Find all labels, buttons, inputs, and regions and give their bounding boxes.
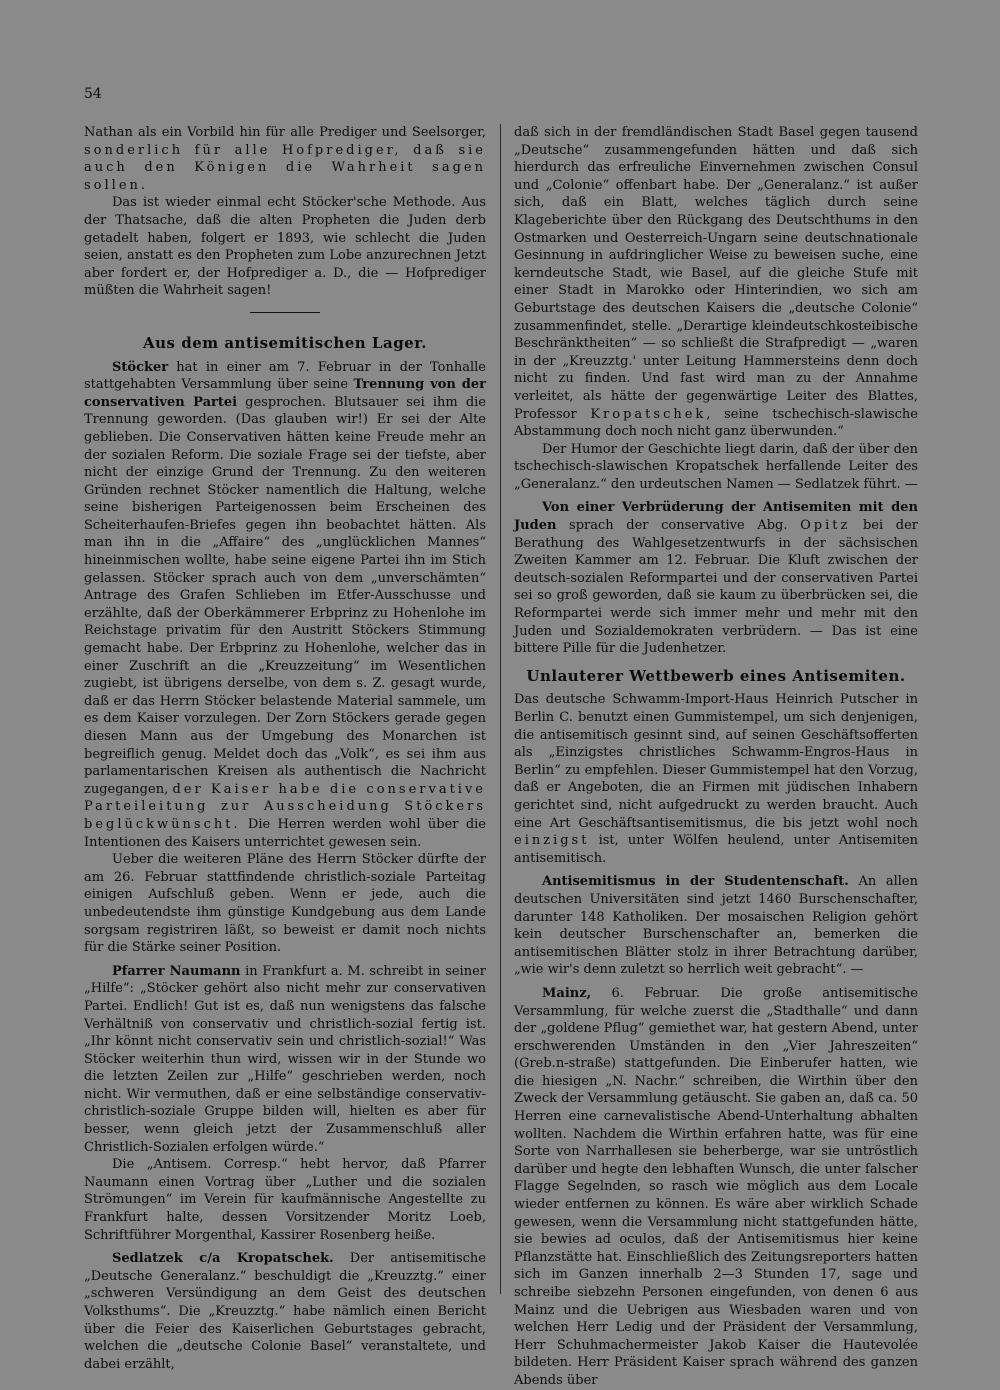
text-run: daß sich in der fremdländischen Stadt Basel gegen tausend „Deutsche“ zusammengefunden hätten und daß sich hierdurch das erfreuliche Einvernehmen zwischen Consul und „Colonie“ offenbart habe. Der „Generalanz.“ ist außer sich, daß ein Blatt, welches täglich durch seine Klageberichte über den Rückgang des Deutschthums in den Ostmarken und Oesterreich-Ungarn seine deutschnationale Gesinnung in aufdringlicher Weise zu beweisen suche, eine kerndeutsche Stadt, wie Basel, auf die gleiche Stufe mit einer Stadt in Marokko oder Hinterindien, wo sich am Geburtstage des deutschen Kaisers die „deutsche Colonie“ zusammenfindet, stelle. „Derartige kleindeutschkosteibische Beschränktheiten“ — so schließt die Strafpredigt — „waren in der „Kreuzztg.' unter Leitung Hammersteins denn doch nicht zu finden. Und fast wird man zu der Annahme verleitet, als hätte der gegenwärtige Leiter des Blattes, Professor (514, 125, 918, 422)
article-stoecker (84, 359, 486, 852)
right-column (514, 124, 918, 1390)
text-run: in Frankfurt a. M. schreibt in seiner „Hilfe“: „Stöcker gehört also nicht mehr zur conservativen Partei. Endlich! Gut ist es, daß nun wenigstens das falsche Verhältniß von conservativ und christlich-sozial fertig ist. „Ihr könnt nicht conservativ sein und christlich-sozial!“ Was Stöcker weiterhin thun wird, wissen wir in der Stunde wo die letzten Zeilen zur „Hilfe“ geschrieben werden, noch nicht. Wir vermuthen, daß er eine selbständige conservativ-christlich-soziale Gruppe bilden will, hielten es aber für besser, wenn gleich jetzt der Zusammenschluß aller Christlich-Sozialen erfolgen würde.“ (84, 963, 486, 1155)
text-run: hat in einer am 7. Februar in der Tonhalle stattgehabten Versammlung über seine (84, 359, 486, 393)
emphasized-text: sonderlich für alle Hofprediger, daß sie auch den Königen die Wahrheit sagen sollen. (84, 142, 486, 193)
text-run: sprach der conservative Abg. (556, 518, 801, 534)
page-number: 54 (84, 86, 102, 102)
article-lead: Mainz, (542, 985, 592, 1001)
left-column (84, 124, 486, 1373)
article-naumann-p2: Die „Antisem. Corresp.“ hebt hervor, daß Pfarrer Naumann einen Vortrag über „Luther und die sozialen Strömungen“ im Verein für kaufmännische Angestellte zu Frankfurt halte, dessen Vorsitzender Moritz Loeb, Schriftführer Morgenthal, Kassirer Rosenberg heiße. (84, 1157, 486, 1243)
article-mainz (514, 985, 918, 1390)
article-lead: Sedlatzek c/a Kropatschek. (112, 1251, 334, 1267)
text-run: Das deutsche Schwamm-Import-Haus Heinrich Putscher in Berlin C. benutzt einen Gummistempel, um sich denjenigen, die antisemitisch gesinnt sind, auf seinen Geschäftsofferten als „Einzigstes christliches Schwamm-Engros-Haus in Berlin“ zu empfehlen. Dieser Gummistempel hat den Vorzug, daß er Angeboten, die an Firmen mit jüdischen Inhabern gerichtet sind, nicht aufgedruckt zu werden braucht. Auch eine Art Geschäftsantisemitismus, die bis jetzt wohl noch (514, 692, 918, 831)
text-run: gesprochen. Blutsauer sei ihm die Trennung geworden. (Das glauben wir!) Er sei der Alte geblieben. Die Conservativen hätten keine Freude mehr an der sozialen Reform. Die soziale Frage sei der tiefste, aber nicht der einzige Grund der Trennung. Zu den weiteren Gründen rechnet Stöcker namentlich die Haltung, welche seine bisherigen Parteigenossen beim Erscheinen des Scheiterhaufen-Briefes gegen ihn beobachtet hätten. Als man ihn in die „Affaire“ des „unglücklichen Mannes“ hineinmischen wollte, habe seine eigene Partei ihn im Stich gelassen. Stöcker sprach auch von dem „unverschämten“ Antrage des Grafen Schlieben im Etfer-Ausschusse und erzählte, daß der Oberkämmerer Erbprinz zu Hohenlohe im Reichstage privatim für den Austritt Stöckers Stimmung gemacht habe. Der Erbprinz zu Hohenlohe, welcher das in einer Zuschrift an die „Kreuzzeitung“ im Wesentlichen zugiebt, ist übrigens derselbe, von dem s. Z. gesagt wurde, daß er das Herrn Stöcker belastende Material sammele, um es dem Kaiser vorzulegen. Der Zorn Stöckers gerade gegen diesen Mann aus der Umgebung des Monarchen ist begreiflich genug. Meldet doch das „Volk“, es sei ihm aus parlamentarischen Kreisen als authentisch die Nachricht zugegangen, (84, 394, 486, 797)
intro-paragraph-1 (84, 124, 486, 194)
column-divider (500, 124, 501, 1294)
article-sedlatzek (84, 1250, 486, 1373)
text-run: Die Herren werden wohl über die Intentionen des Kaisers unterrichtet gewesen sein. (84, 816, 486, 850)
text-run: Der antisemitische „Deutsche Generalanz.“ beschuldigt die „Kreuzztg.“ einer „schweren Versündigung an dem Geist des deutschen Volksthums“. Die „Kreuzztg.“ habe nämlich einen Bericht über die Feier des Kaiserlichen Geburtstages gebracht, welchen die „deutsche Colonie Basel“ veranstaltete, und dabei erzählt, (84, 1251, 486, 1372)
section-divider (250, 312, 320, 313)
article-lead: Von einer Verbrüderung der Antisemiten mit den Juden (514, 500, 918, 534)
text-run: Nathan als ein Vorbild hin für alle Prediger und Seelsorger, (84, 125, 486, 140)
text-run: bei der Berathung des Wahlgesetzentwurfs in der sächsischen Zweiten Kammer am 12. Februar. Die Kluft zwischen der deutsch-sozialen Reformpartei und der conservativen Partei sei so groß geworden, daß sie kaum zu überbrücken sei, die Reformpartei werde sich immer mehr und mehr mit den Juden und Sozialdemokraten verbrüdern. — Das ist eine bittere Pille für die Judenhetzer. (514, 518, 918, 657)
text-run: ist, unter Wölfen heulend, unter Antisemiten antisemitisch. (514, 833, 918, 866)
emphasized-text: Trennung von der conservativen Partei (84, 377, 486, 410)
article-wettbewerb-heading: Unlauterer Wettbewerb eines Antisemiten. (526, 666, 906, 685)
article-sedlatzek-p2: Der Humor der Geschichte liegt darin, daß der über den tschechisch-slawischen Kropatschek herfallende Leiter des „Generalanz.“ den urdeutschen Namen — Sedlatzek führt. — (514, 441, 918, 492)
text-run: 6. Februar. Die große antisemitische Versammlung, für welche zuerst die „Stadthalle“ und dann der „goldene Pflug“ gemiethet war, hat gestern Abend, unter erschwerenden Umständen in den „Vier Jahreszeiten“ (Greb.n-straße) stattgefunden. Die Einberufer hatten, wie die hiesigen „N. Nachr.“ schreiben, die Wirthin über den Zweck der Versammlung getäuscht. Sie gaben an, daß ca. 50 Herren eine carnevalistische Abend-Unterhaltung abhalten wollten. Nachdem die Wirthin erfahren hatte, was für eine Sorte von Narrhallesen sie beherberge, war sie untröstlich darüber und hegte den lebhaften Wunsch, die unter falscher Flagge Segelnden, so rasch wie möglich aus dem Locale wieder entfernen zu können. Es wäre aber wirklich Schade gewesen, wenn die Versammlung nicht stattgefunden hätte, sie bewies ad oculos, daß der Antisemitismus hier keine Pflanzstätte hat. Einschließlich des Zeitungsreporters hatten sich im Ganzen innerhalb 2—3 Stunden 17, sage und schreibe siebzehn Personen eingefunden, von denen 6 aus Mainz und die Uebrigen aus Wiesbaden waren und von welchen Herr Ledig und der Präsident der Versammlung, Herr Schuhmachermeister Jakob Kaiser die Hautevolée bildeten. Herr Präsident Kaiser sprach während des ganzen Abends über (514, 985, 918, 1388)
emphasized-text: Kropatschek (590, 406, 707, 422)
text-run: An allen deutschen Universitäten sind jetzt 1460 Burschenschafter, darunter 148 Katholiken. Der mosaischen Religion gehört kein deutscher Burschenschafter an, bemerken die antisemitischen Blätter stolz in ihrer Betrachtung darüber, „wie wir's denn zuletzt so herrlich weit gebracht“. — (514, 874, 918, 978)
article-wettbewerb (514, 691, 918, 867)
emphasized-text: der Kaiser habe die conservative Parteileitung zur Ausscheidung Stöckers beglückwünscht. (84, 781, 486, 832)
article-verbruederung (514, 499, 918, 657)
article-lead: Stöcker (112, 359, 169, 375)
intro-paragraph-2: Das ist wieder einmal echt Stöcker'sche Methode. Aus der Thatsache, daß die alten Propheten die Juden derb getadelt haben, folgert er 1893, wie schlecht die Juden seien, anstatt es den Propheten zum Lobe anzurechnen Jetzt aber fordert er, der Hofprediger a. D., die — Hofprediger müßten die Wahrheit sagen! (84, 195, 486, 299)
article-sedlatzek-continued (514, 124, 918, 441)
article-lead: Pfarrer Naumann (112, 963, 241, 979)
article-stoecker-p2: Ueber die weiteren Pläne des Herrn Stöcker dürfte der am 26. Februar stattfindende christlich-soziale Parteitag einigen Aufschluß geben. Wenn er jede, auch die unbedeutendste ihm günstige Kundgebung aus dem Lande sorgsam registriren läßt, so beweist er damit noch nichts für die Stärke seiner Position. (84, 852, 486, 956)
text-run: , seine tschechisch-slawische Abstammung doch noch nicht ganz überwunden.“ (514, 406, 918, 440)
article-lead: Antisemitismus in der Studentenschaft. (542, 874, 849, 890)
emphasized-text: einzigst (514, 833, 590, 849)
article-studentenschaft (514, 873, 918, 979)
article-naumann (84, 963, 486, 1157)
section-title: Aus dem antisemitischen Lager. (143, 333, 427, 352)
emphasized-text: Opitz (800, 518, 851, 534)
